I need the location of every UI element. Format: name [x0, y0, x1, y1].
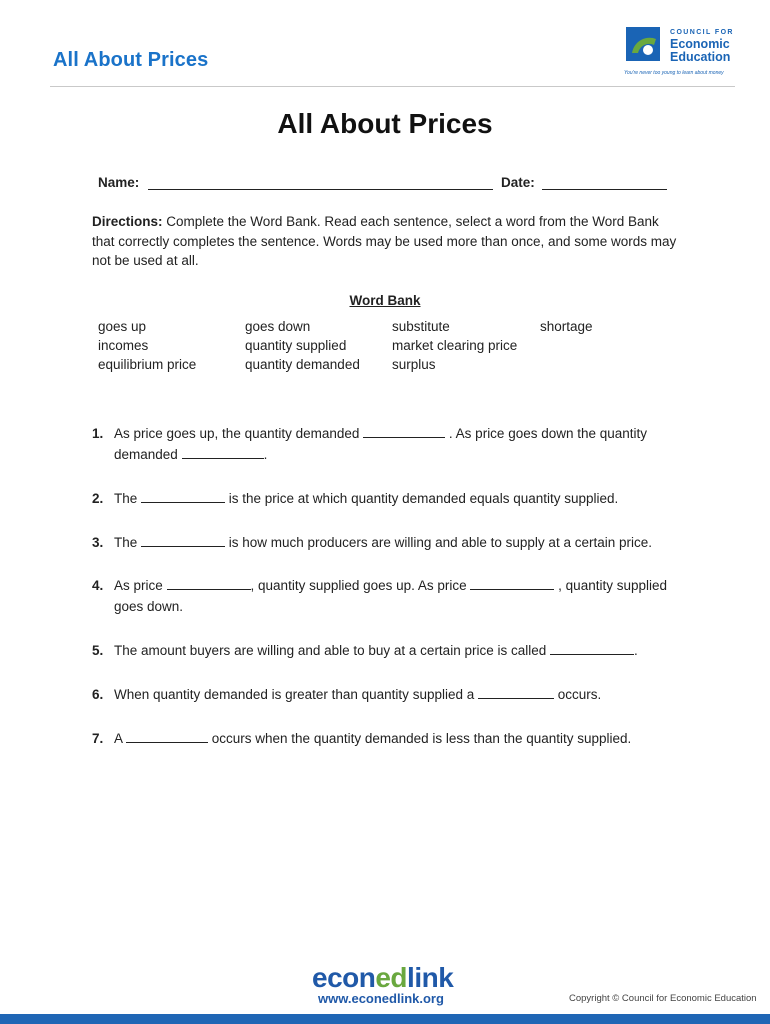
- word-bank-column-2: [245, 317, 360, 374]
- footer-url-link[interactable]: www.econedlink.org: [318, 991, 444, 1006]
- answer-blank[interactable]: [126, 730, 208, 743]
- question-number: 1.: [92, 426, 104, 441]
- question-text-part: .: [634, 643, 638, 658]
- answer-blank[interactable]: [550, 642, 634, 655]
- word-bank-item: equilibrium price: [98, 357, 197, 372]
- question-number: 7.: [92, 731, 104, 746]
- logo-tagline: You're never too young to learn about money: [624, 70, 724, 76]
- logo-council-text: COUNCIL FOR: [670, 29, 734, 36]
- word-bank-item: market clearing price: [392, 338, 518, 353]
- word-bank-item: quantity demanded: [245, 357, 360, 372]
- cee-logo[interactable]: [624, 25, 734, 77]
- question-text-part: occurs when the quantity demanded is less than the quantity supplied.: [208, 731, 632, 746]
- question-text-part: As price goes up, the quantity demanded: [114, 426, 364, 441]
- header-divider: [50, 86, 735, 87]
- question-text: [114, 684, 692, 705]
- word-bank-column-1: [98, 317, 196, 374]
- answer-blank[interactable]: [141, 534, 225, 547]
- answer-blank[interactable]: [182, 446, 264, 459]
- word-bank-item: quantity supplied: [245, 338, 347, 353]
- logo-line-2: Education: [670, 50, 731, 64]
- question-text: [114, 575, 692, 617]
- word-bank-item: incomes: [98, 338, 149, 353]
- answer-blank[interactable]: [167, 577, 251, 590]
- question-text: [114, 640, 692, 661]
- question-1: [92, 423, 692, 465]
- question-number: 5.: [92, 643, 104, 658]
- word-bank-column-4: [540, 317, 593, 336]
- question-text-part: When quantity demanded is greater than quantity supplied a: [114, 687, 478, 702]
- question-number: 6.: [92, 687, 104, 702]
- question-text-part: , quantity supplied goes up. As price: [250, 578, 471, 593]
- word-bank-item: substitute: [392, 319, 450, 334]
- date-label: Date:: [501, 175, 535, 190]
- question-text-part: is the price at which quantity demanded equals quantity supplied.: [225, 491, 619, 506]
- word-bank-item: goes down: [245, 319, 311, 334]
- answer-blank[interactable]: [478, 686, 554, 699]
- word-bank-item: goes up: [98, 319, 147, 334]
- question-number: 3.: [92, 535, 104, 550]
- header-title: All About Prices: [53, 49, 209, 71]
- question-text-part: The: [114, 535, 142, 550]
- question-text-part: The amount buyers are willing and able to buy at a certain price is called: [114, 643, 550, 658]
- question-text-part: . As price goes down the quantity demanded: [114, 426, 648, 462]
- name-label: Name:: [98, 175, 140, 190]
- question-text-part: A: [114, 731, 127, 746]
- word-bank-item: surplus: [392, 357, 436, 372]
- question-text: [114, 728, 692, 749]
- word-bank-item: shortage: [540, 319, 593, 334]
- word-bank-title: Word Bank: [349, 293, 421, 308]
- question-2: [92, 488, 692, 509]
- logo-link: link: [407, 962, 454, 993]
- copyright-text: Copyright © Council for Economic Education: [569, 993, 757, 1004]
- question-text: [114, 423, 692, 465]
- question-text-part: The: [114, 491, 142, 506]
- question-number: 4.: [92, 578, 104, 593]
- directions-label: Directions:: [92, 214, 163, 229]
- question-5: [92, 640, 692, 661]
- answer-blank[interactable]: [141, 490, 225, 503]
- question-6: [92, 684, 692, 705]
- logo-name-text: [670, 38, 730, 64]
- question-3: [92, 532, 692, 553]
- question-text-part: , quantity supplied goes down.: [114, 578, 667, 614]
- answer-blank[interactable]: [470, 577, 554, 590]
- answer-blank[interactable]: [363, 425, 445, 438]
- date-field-line[interactable]: [542, 189, 667, 190]
- directions-text: Complete the Word Bank. Read each sentence, select a word from the Word Bank that correctly completes the sentence. Words may be used more than once, and some words may not be used at all.: [92, 214, 677, 268]
- question-7: [92, 728, 692, 749]
- footer-bar: [0, 1014, 770, 1024]
- logo-line-1: Economic: [670, 37, 730, 51]
- econedlink-logo[interactable]: [312, 962, 453, 994]
- question-text-part: As price: [114, 578, 167, 593]
- name-field-line[interactable]: [148, 189, 493, 190]
- question-text: [114, 532, 692, 553]
- document-title: All About Prices: [277, 108, 493, 139]
- question-number: 2.: [92, 491, 104, 506]
- word-bank-column-3: [392, 317, 517, 374]
- cee-logo-icon: [624, 25, 664, 75]
- question-text-part: occurs.: [554, 687, 602, 702]
- logo-ed: ed: [375, 962, 408, 993]
- question-text: [114, 488, 692, 509]
- logo-econ: econ: [312, 962, 376, 993]
- question-4: [92, 575, 692, 617]
- directions-paragraph: [92, 212, 682, 271]
- question-text-part: .: [263, 447, 268, 462]
- question-text-part: is how much producers are willing and able to supply at a certain price.: [225, 535, 652, 550]
